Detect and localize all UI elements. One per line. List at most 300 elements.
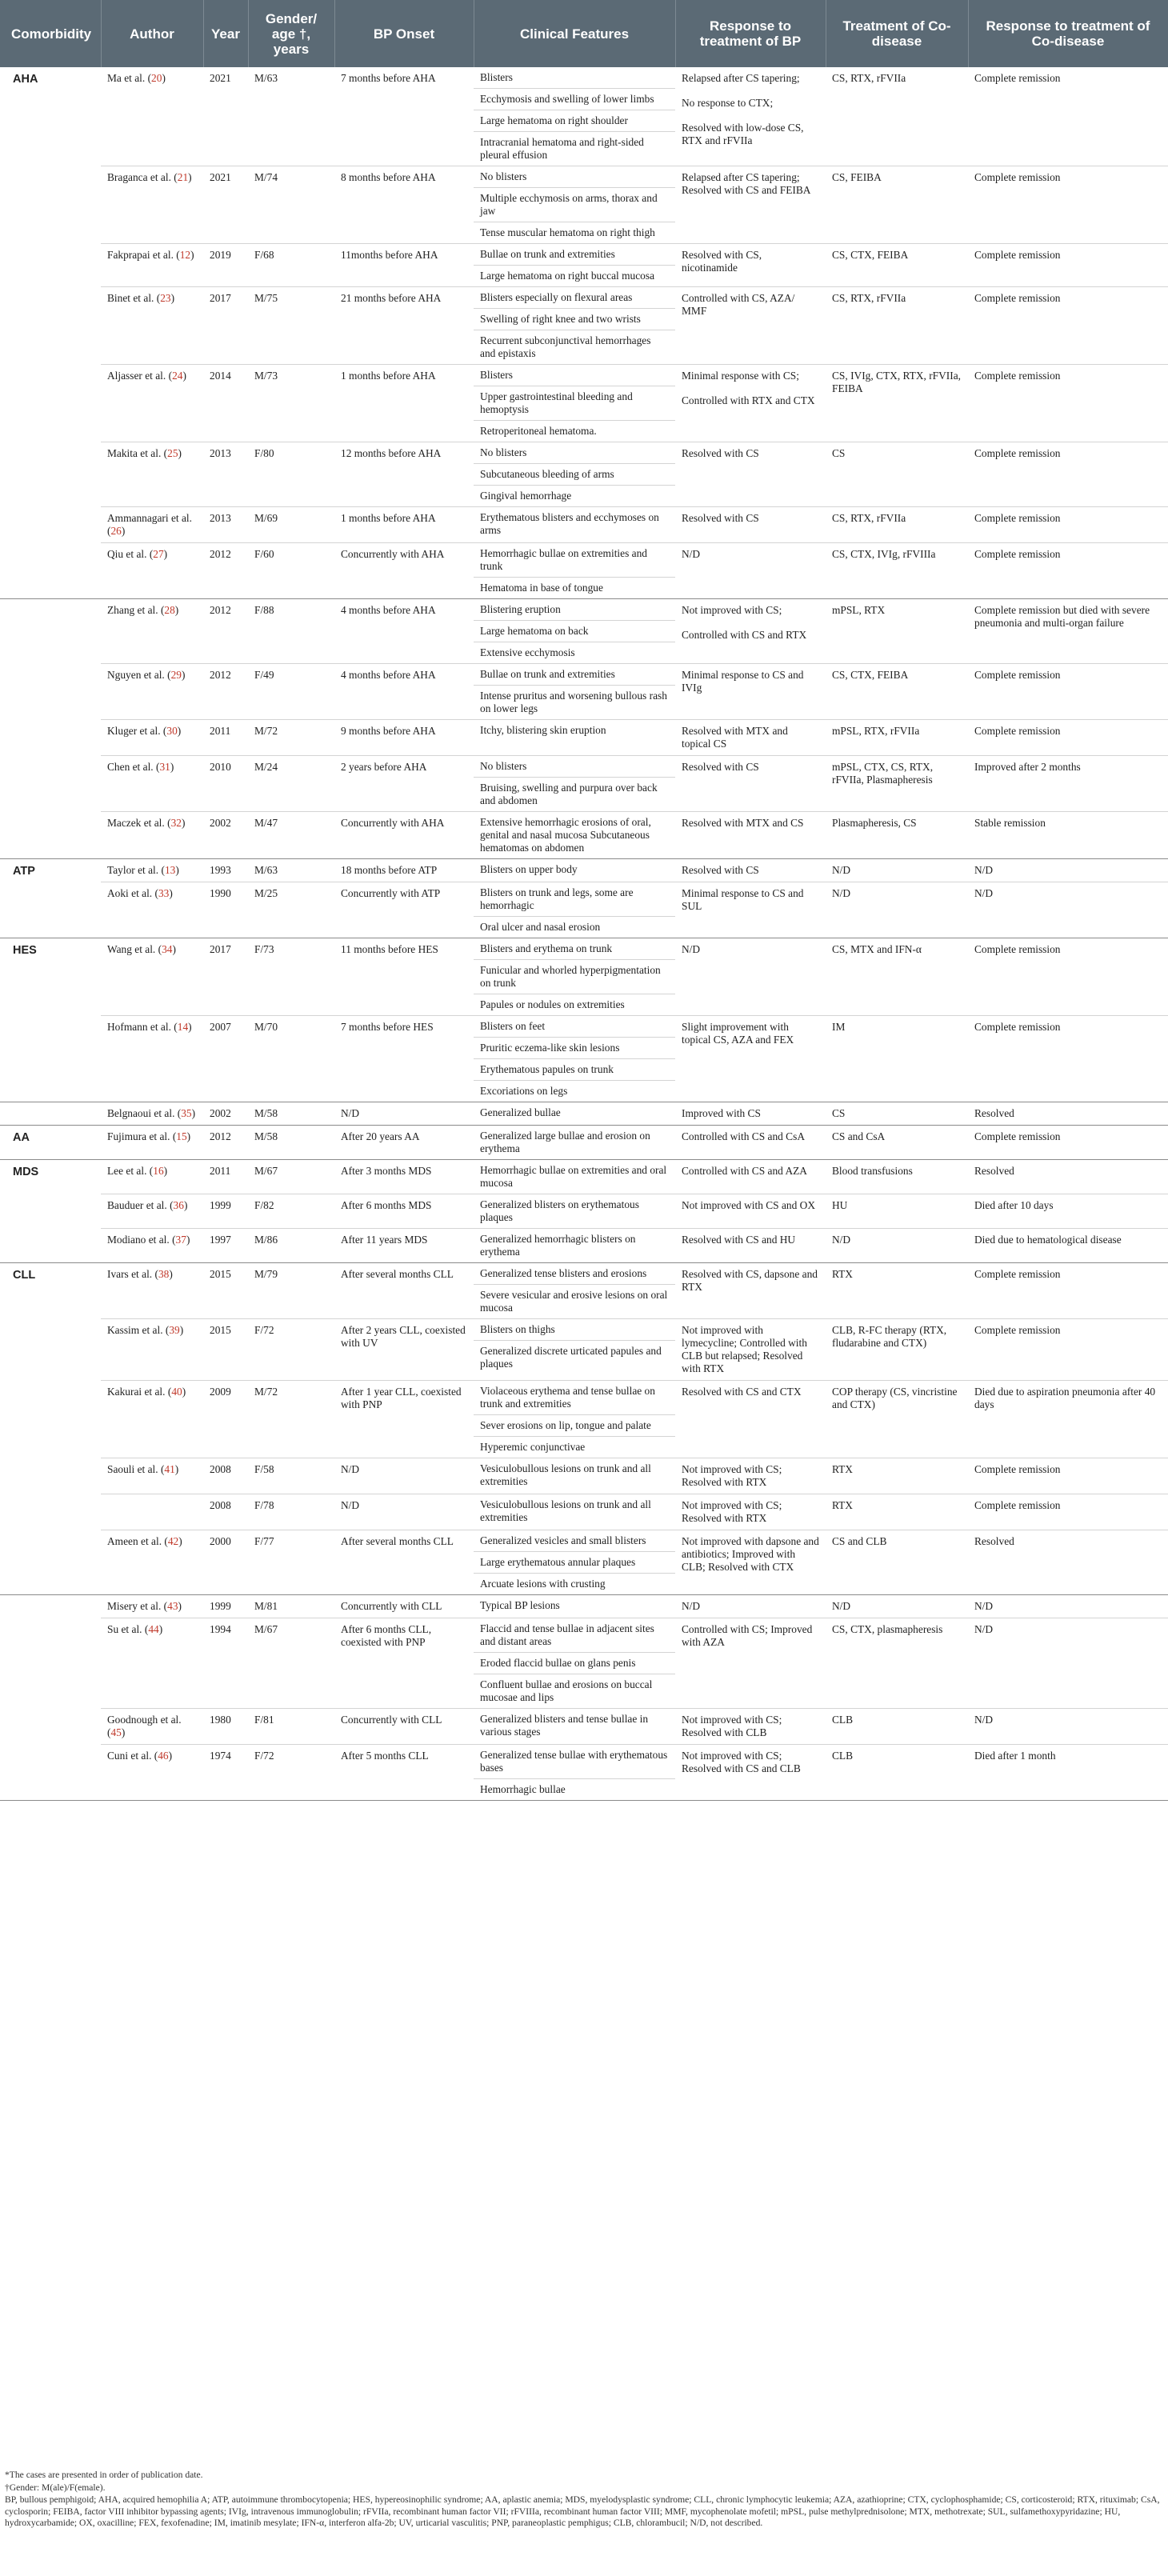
year-value: 2019 [210, 249, 231, 261]
response-codisease-cell [968, 859, 1168, 882]
response-bp-item: Minimal response to CS and SUL [682, 887, 804, 912]
response-codisease-value: Complete remission but died with severe pneumonia and multi-organ failure [974, 604, 1150, 629]
response-codisease-value: Complete remission [974, 725, 1061, 737]
clinical-features-cell [474, 720, 675, 756]
treatment-codisease-cell [826, 599, 968, 664]
year-cell [203, 1709, 248, 1745]
author-name: Su et al. [107, 1623, 142, 1635]
author-cell: Goodnough et al. (45) [101, 1709, 203, 1745]
treatment-codisease-cell [826, 1494, 968, 1530]
gender-age-cell [248, 166, 334, 244]
reference-link[interactable]: 38 [158, 1268, 170, 1280]
gender-age-value: F/77 [254, 1535, 274, 1547]
year-cell [203, 1016, 248, 1102]
gender-age-cell [248, 1194, 334, 1229]
author-name: Ma et al. [107, 72, 146, 84]
comorbidity-cell [0, 1194, 101, 1229]
gender-age-value: F/72 [254, 1750, 274, 1762]
table-body [0, 67, 1168, 1801]
comorbidity-label: AHA [13, 73, 38, 86]
year-value: 2008 [210, 1463, 231, 1475]
clinical-feature: Violaceous erythema and tense bullae on trunk and extremities [474, 1381, 675, 1415]
author-name: Nguyen et al. [107, 669, 165, 681]
table-row [0, 1745, 1168, 1801]
clinical-feature: Confluent bullae and erosions on buccal mucosae and lips [480, 1678, 653, 1703]
response-bp-item: Minimal response to CS and IVIg [682, 669, 804, 694]
response-bp-item: N/D [682, 943, 701, 955]
reference-link[interactable]: 20 [151, 72, 162, 84]
response-bp-item: N/D [682, 1600, 701, 1612]
clinical-feature: Typical BP lesions [480, 1599, 560, 1611]
author-name: Kassim et al. [107, 1324, 163, 1336]
bp-onset-value: 18 months before ATP [341, 864, 438, 876]
author-cell: Cuni et al. (46) [101, 1745, 203, 1801]
clinical-feature: Retroperitoneal hematoma. [480, 425, 597, 437]
author-name: Hofmann et al. [107, 1021, 171, 1033]
reference-link[interactable]: 36 [173, 1199, 184, 1211]
gender-age-value: M/74 [254, 171, 278, 183]
year-value: 2021 [210, 171, 231, 183]
year-value: 2008 [210, 1499, 231, 1511]
author-cell: Saouli et al. (41) [101, 1458, 203, 1494]
year-cell [203, 756, 248, 812]
response-codisease-cell [968, 543, 1168, 599]
clinical-features-cell [474, 507, 675, 543]
gender-age-cell [248, 1595, 334, 1618]
clinical-features-cell [474, 1595, 675, 1618]
reference-link[interactable]: 28 [164, 604, 175, 616]
reference-link[interactable]: 35 [181, 1107, 192, 1119]
gender-age-value: F/78 [254, 1499, 274, 1511]
response-bp-cell [675, 812, 826, 859]
comorbidity-cell [0, 1263, 101, 1319]
bp-onset-value: Concurrently with AHA [341, 548, 445, 560]
reference-link[interactable]: 39 [169, 1324, 180, 1336]
table-row [0, 1595, 1168, 1618]
clinical-feature: Hyperemic conjunctivae [480, 1441, 586, 1453]
table-row [0, 1194, 1168, 1229]
bp-onset-value: 12 months before AHA [341, 447, 442, 459]
treatment-codisease-value: RTX [832, 1268, 853, 1280]
bp-onset-cell [334, 166, 474, 244]
year-cell [203, 664, 248, 720]
response-codisease-cell [968, 664, 1168, 720]
gender-age-cell [248, 756, 334, 812]
treatment-codisease-value: mPSL, RTX [832, 604, 886, 616]
clinical-feature: Upper gastrointestinal bleeding and hemoptysis [474, 386, 675, 421]
reference-link[interactable]: 41 [164, 1463, 175, 1475]
bp-onset-value: 11months before AHA [341, 249, 438, 261]
clinical-feature: Erythematous papules on trunk [474, 1059, 675, 1081]
reference-link[interactable]: 21 [177, 171, 189, 183]
table-row [0, 756, 1168, 812]
gender-age-cell [248, 1745, 334, 1801]
response-codisease-value: Died after 10 days [974, 1199, 1054, 1211]
treatment-codisease-value: CLB [832, 1714, 854, 1726]
response-bp-cell [675, 1126, 826, 1160]
year-value: 1999 [210, 1199, 231, 1211]
treatment-codisease-cell [826, 1229, 968, 1263]
bp-onset-cell [334, 1126, 474, 1160]
reference-link[interactable]: 25 [167, 447, 178, 459]
response-codisease-cell [968, 1016, 1168, 1102]
comorbidity-cell [0, 507, 101, 543]
bp-onset-cell [334, 67, 474, 166]
author-cell: Hofmann et al. (14) [101, 1016, 203, 1102]
bp-onset-cell [334, 599, 474, 664]
clinical-feature: Multiple ecchymosis on arms, thorax and jaw [474, 188, 675, 222]
response-codisease-cell [968, 720, 1168, 756]
treatment-codisease-cell [826, 882, 968, 938]
table-row [0, 67, 1168, 166]
year-cell [203, 287, 248, 365]
treatment-codisease-value: CS, RTX, rFVIIa [832, 512, 906, 524]
bp-onset-value: 7 months before HES [341, 1021, 434, 1033]
response-bp-cell [675, 882, 826, 938]
year-cell [203, 67, 248, 166]
bp-onset-cell [334, 1745, 474, 1801]
gender-age-cell [248, 365, 334, 442]
gender-age-cell [248, 1494, 334, 1530]
clinical-feature: Large erythematous annular plaques [474, 1552, 675, 1574]
author-cell: Ivars et al. (38) [101, 1263, 203, 1319]
response-bp-item: Not improved with CS; Resolved with CLB [682, 1714, 782, 1738]
response-bp-item: Controlled with CS; Improved with AZA [682, 1623, 813, 1648]
reference-link[interactable]: 43 [167, 1600, 178, 1612]
author-cell: Zhang et al. (28) [101, 599, 203, 664]
response-bp-cell [675, 1102, 826, 1126]
bp-onset-value: After 6 months CLL, coexisted with PNP [341, 1623, 432, 1648]
table-row [0, 664, 1168, 720]
clinical-features-cell [474, 882, 675, 938]
clinical-feature: Excoriations on legs [480, 1085, 568, 1097]
author-cell: Ammannagari et al. (26) [101, 507, 203, 543]
reference-link[interactable]: 40 [171, 1386, 182, 1398]
response-codisease-cell [968, 1194, 1168, 1229]
response-bp-item: Not improved with CS and OX [682, 1199, 816, 1211]
treatment-codisease-cell [826, 1194, 968, 1229]
response-bp-cell [675, 1530, 826, 1595]
gender-age-value: M/58 [254, 1130, 278, 1142]
gender-age-value: M/81 [254, 1600, 278, 1612]
year-cell [203, 1458, 248, 1494]
bp-onset-value: Concurrently with ATP [341, 887, 441, 899]
gender-age-value: M/73 [254, 370, 278, 382]
response-codisease-cell [968, 1458, 1168, 1494]
year-value: 2010 [210, 761, 231, 773]
year-cell [203, 1160, 248, 1194]
treatment-codisease-value: CS, RTX, rFVIIa [832, 292, 906, 304]
treatment-codisease-value: CS, RTX, rFVIIa [832, 72, 906, 84]
response-bp-item: Not improved with dapsone and antibiotics; Improved with CLB; Resolved with CTX [682, 1535, 819, 1573]
response-codisease-value: Complete remission [974, 669, 1061, 681]
year-cell [203, 1319, 248, 1381]
bp-onset-cell [334, 1229, 474, 1263]
bp-onset-value: After several months CLL [341, 1268, 454, 1280]
treatment-codisease-cell [826, 1458, 968, 1494]
bp-onset-cell [334, 507, 474, 543]
comorbidity-cell [0, 67, 101, 166]
clinical-feature: No blisters [474, 442, 675, 464]
bp-onset-value: 4 months before AHA [341, 669, 436, 681]
clinical-feature: Blisters [474, 365, 675, 386]
comorbidity-cell [0, 1016, 101, 1102]
response-bp-cell [675, 938, 826, 1016]
response-bp-item: Controlled with CS and RTX [682, 629, 807, 641]
treatment-codisease-value: IM [832, 1021, 846, 1033]
comorbidity-cell [0, 1319, 101, 1381]
year-cell [203, 938, 248, 1016]
author-name: Cuni et al. [107, 1750, 152, 1762]
bp-onset-value: 7 months before AHA [341, 72, 436, 84]
year-value: 2017 [210, 943, 231, 955]
response-bp-cell [675, 1618, 826, 1709]
gender-age-value: M/67 [254, 1165, 278, 1177]
author-name: Fakprapai et al. [107, 249, 174, 261]
reference-link[interactable]: 33 [158, 887, 170, 899]
comorbidity-cell [0, 720, 101, 756]
reference-link[interactable]: 45 [110, 1726, 122, 1738]
response-codisease-cell [968, 1263, 1168, 1319]
response-codisease-cell [968, 599, 1168, 664]
treatment-codisease-value: CLB, R-FC therapy (RTX, fludarabine and CTX) [832, 1324, 947, 1349]
gender-age-value: M/72 [254, 1386, 278, 1398]
gender-age-value: M/72 [254, 725, 278, 737]
clinical-features-cell [474, 1102, 675, 1126]
author-name: Binet et al. [107, 292, 154, 304]
header-treatment-codisease: Treatment of Co-disease [826, 0, 968, 67]
response-bp-cell [675, 859, 826, 882]
response-codisease-cell [968, 1709, 1168, 1745]
reference-link[interactable]: 32 [170, 817, 182, 829]
gender-age-value: F/88 [254, 604, 274, 616]
year-cell [203, 1618, 248, 1709]
reference-link[interactable]: 13 [164, 864, 176, 876]
gender-age-cell [248, 720, 334, 756]
treatment-codisease-value: CS, FEIBA [832, 171, 882, 183]
gender-age-cell [248, 882, 334, 938]
year-cell [203, 882, 248, 938]
response-codisease-cell [968, 244, 1168, 287]
gender-age-cell [248, 1530, 334, 1595]
response-codisease-value: Complete remission [974, 943, 1061, 955]
clinical-feature: Blistering eruption [474, 599, 675, 621]
gender-age-value: F/80 [254, 447, 274, 459]
clinical-feature: Pruritic eczema-like skin lesions [474, 1038, 675, 1059]
year-cell [203, 1263, 248, 1319]
comorbidity-cell [0, 938, 101, 1016]
gender-age-value: M/47 [254, 817, 278, 829]
reference-link[interactable]: 30 [166, 725, 178, 737]
reference-link[interactable]: 14 [177, 1021, 189, 1033]
table-row [0, 859, 1168, 882]
response-codisease-value: Stable remission [974, 817, 1046, 829]
gender-age-cell [248, 599, 334, 664]
treatment-codisease-value: mPSL, CTX, CS, RTX, rFVIIa, Plasmapheresis [832, 761, 934, 786]
gender-age-cell [248, 507, 334, 543]
year-value: 1994 [210, 1623, 231, 1635]
treatment-codisease-value: CS, CTX, IVIg, rFVIIIa [832, 548, 936, 560]
gender-age-cell [248, 244, 334, 287]
author-name: Saouli et al. [107, 1463, 158, 1475]
bp-onset-value: 1 months before AHA [341, 370, 436, 382]
year-cell [203, 1745, 248, 1801]
author-cell: Nguyen et al. (29) [101, 664, 203, 720]
bp-onset-value: Concurrently with CLL [341, 1600, 442, 1612]
treatment-codisease-value: CS and CsA [832, 1130, 886, 1142]
author-cell: Makita et al. (25) [101, 442, 203, 507]
response-bp-item: Resolved with CS [682, 864, 759, 876]
year-value: 2011 [210, 725, 231, 737]
footnote-order: *The cases are presented in order of publication date. [5, 2470, 203, 2480]
year-value: 1999 [210, 1600, 231, 1612]
clinical-features-cell [474, 859, 675, 882]
clinical-features-cell [474, 1319, 675, 1381]
comorbidity-label: CLL [13, 1269, 36, 1282]
gender-age-cell [248, 1319, 334, 1381]
year-cell [203, 1530, 248, 1595]
response-bp-cell [675, 543, 826, 599]
response-codisease-value: Complete remission [974, 1499, 1061, 1511]
clinical-features-cell [474, 1263, 675, 1319]
reference-link[interactable]: 24 [172, 370, 183, 382]
reference-link[interactable]: 44 [148, 1623, 159, 1635]
year-cell [203, 442, 248, 507]
clinical-features-cell [474, 812, 675, 859]
gender-age-value: M/58 [254, 1107, 278, 1119]
treatment-codisease-value: Plasmapheresis, CS [832, 817, 917, 829]
bp-onset-value: N/D [341, 1463, 360, 1475]
year-value: 2002 [210, 1107, 231, 1119]
year-value: 2015 [210, 1268, 231, 1280]
bp-onset-value: After 11 years MDS [341, 1234, 428, 1246]
treatment-codisease-cell [826, 365, 968, 442]
clinical-feature: Recurrent subconjunctival hemorrhages and epistaxis [480, 334, 651, 359]
reference-link[interactable]: 27 [153, 548, 164, 560]
author-name: Ammannagari et al. [107, 512, 192, 524]
reference-link[interactable]: 46 [158, 1750, 169, 1762]
reference-link[interactable]: 23 [160, 292, 171, 304]
treatment-codisease-cell [826, 859, 968, 882]
gender-age-cell [248, 287, 334, 365]
treatment-codisease-value: CS [832, 1107, 846, 1119]
clinical-feature: Generalized blisters and tense bullae in various stages [480, 1713, 649, 1738]
clinical-feature: Blisters on upper body [480, 863, 578, 875]
response-bp-cell [675, 442, 826, 507]
year-value: 2017 [210, 292, 231, 304]
response-bp-item: Resolved with CS and CTX [682, 1386, 802, 1398]
treatment-codisease-cell [826, 287, 968, 365]
clinical-feature: Generalized tense blisters and erosions [474, 1263, 675, 1285]
reference-link[interactable]: 15 [176, 1130, 187, 1142]
table-row [0, 365, 1168, 442]
gender-age-value: M/63 [254, 864, 278, 876]
reference-link[interactable]: 12 [179, 249, 191, 261]
treatment-codisease-cell [826, 1102, 968, 1126]
treatment-codisease-cell [826, 720, 968, 756]
year-value: 1990 [210, 887, 231, 899]
response-codisease-value: Complete remission [974, 512, 1061, 524]
gender-age-cell [248, 1618, 334, 1709]
treatment-codisease-value: CS, MTX and IFN-α [832, 943, 922, 955]
bp-onset-value: After 5 months CLL [341, 1750, 429, 1762]
clinical-feature: Large hematoma on right buccal mucosa [480, 270, 655, 282]
treatment-codisease-cell [826, 1126, 968, 1160]
treatment-codisease-value: CS, CTX, plasmapheresis [832, 1623, 943, 1635]
reference-link[interactable]: 26 [110, 525, 122, 537]
year-cell [203, 1102, 248, 1126]
footnote-gender: †Gender: M(ale)/F(emale). [5, 2482, 106, 2493]
clinical-feature: Ecchymosis and swelling of lower limbs [474, 89, 675, 110]
comorbidity-label: MDS [13, 1166, 39, 1178]
bp-onset-cell [334, 1194, 474, 1229]
response-codisease-cell [968, 1126, 1168, 1160]
response-codisease-value: Complete remission [974, 1021, 1061, 1033]
bp-onset-cell [334, 882, 474, 938]
response-bp-item: No response to CTX; [682, 97, 774, 109]
reference-link[interactable]: 16 [153, 1165, 164, 1177]
clinical-feature: Generalized blisters on erythematous plaques [480, 1198, 639, 1223]
author-cell: Ma et al. (20) [101, 67, 203, 166]
bp-onset-value: 8 months before AHA [341, 171, 436, 183]
bp-onset-value: After 20 years AA [341, 1130, 420, 1142]
clinical-feature: Bullae on trunk and extremities [474, 664, 675, 686]
gender-age-value: F/58 [254, 1463, 274, 1475]
bp-onset-value: After 3 months MDS [341, 1165, 432, 1177]
year-value: 2013 [210, 512, 231, 524]
response-codisease-cell [968, 1745, 1168, 1801]
year-value: 1974 [210, 1750, 231, 1762]
clinical-feature: Hemorrhagic bullae [480, 1783, 566, 1795]
reference-link[interactable]: 34 [162, 943, 173, 955]
response-bp-cell [675, 1194, 826, 1229]
table-row [0, 938, 1168, 1016]
bp-onset-cell [334, 664, 474, 720]
clinical-feature: Subcutaneous bleeding of arms [474, 464, 675, 486]
response-codisease-cell [968, 507, 1168, 543]
year-value: 2012 [210, 548, 231, 560]
table-row [0, 812, 1168, 859]
treatment-codisease-value: RTX [832, 1463, 853, 1475]
clinical-feature: Extensive hemorrhagic erosions of oral, genital and nasal mucosa Subcutaneous hematomas on abdomen [480, 816, 651, 854]
year-value: 2012 [210, 604, 231, 616]
author-name: Qiu et al. [107, 548, 147, 560]
reference-link[interactable]: 29 [170, 669, 182, 681]
treatment-codisease-value: CS and CLB [832, 1535, 887, 1547]
response-bp-item: Resolved with MTX and CS [682, 817, 804, 829]
author-cell: Belgnaoui et al. (35) [101, 1102, 203, 1126]
gender-age-cell [248, 812, 334, 859]
reference-link[interactable]: 31 [159, 761, 170, 773]
response-bp-item: Minimal response with CS; [682, 370, 799, 382]
author-cell: Taylor et al. (13) [101, 859, 203, 882]
response-bp-item: Resolved with CS, nicotinamide [682, 249, 762, 274]
reference-link[interactable]: 42 [167, 1535, 179, 1547]
reference-link[interactable]: 37 [175, 1234, 186, 1246]
author-name: Aljasser et al. [107, 370, 166, 382]
response-bp-item: Not improved with CS; Resolved with CS and CLB [682, 1750, 801, 1774]
response-codisease-cell [968, 882, 1168, 938]
bp-onset-cell [334, 1530, 474, 1595]
treatment-codisease-value: CLB [832, 1750, 854, 1762]
year-value: 2014 [210, 370, 231, 382]
year-cell [203, 1381, 248, 1458]
clinical-feature: Bruising, swelling and purpura over back and abdomen [480, 782, 658, 806]
gender-age-cell [248, 1126, 334, 1160]
response-codisease-value: Complete remission [974, 1130, 1061, 1142]
clinical-features-cell [474, 1194, 675, 1229]
treatment-codisease-value: HU [832, 1199, 848, 1211]
